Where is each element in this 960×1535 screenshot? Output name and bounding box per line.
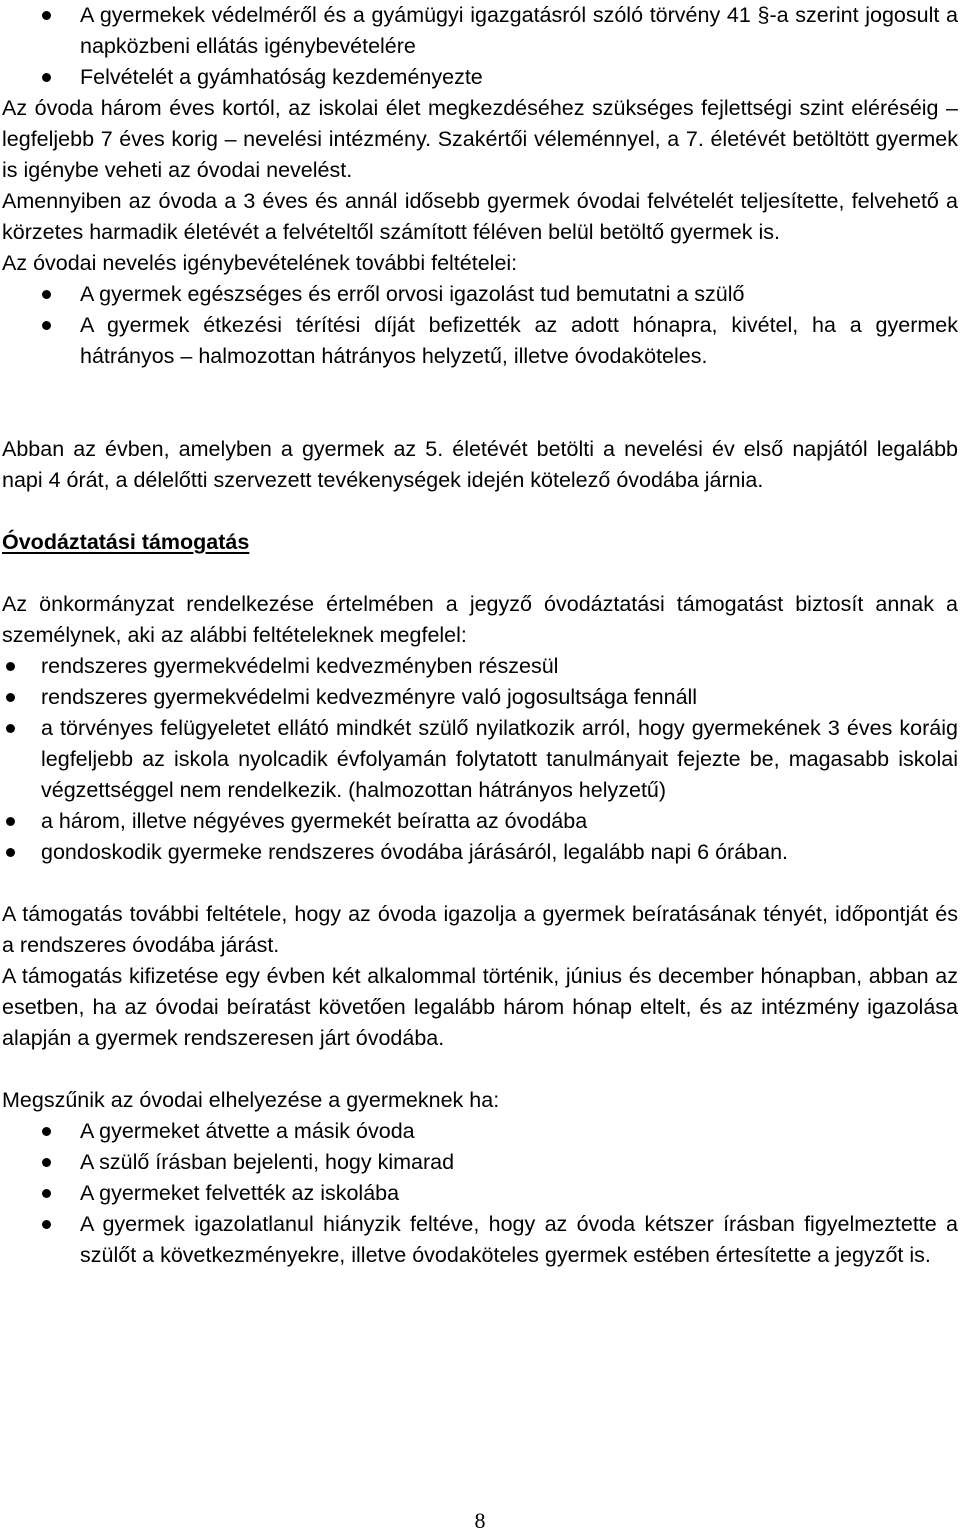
list-item: A gyermeket felvették az iskolába [2,1178,958,1209]
conditions-list [2,279,958,372]
list-item: A gyermeket átvette a másik óvoda [2,1116,958,1147]
paragraph-support-condition: A támogatás további feltétele, hogy az óvoda igazolja a gyermek beíratásának tényét, időpontját és a rendszeres óvodába járást. [2,902,958,957]
document-page [2,0,958,1271]
list-item: A gyermek igazolatlanul hiányzik feltéve, hogy az óvoda kétszer írásban figyelmeztette a szülőt a következményekre, illetve óvodaköteles gyermek estében értesítette a jegyzőt is. [2,1209,958,1271]
paragraph-support-intro: Az önkormányzat rendelkezése értelmében a jegyző óvodáztatási támogatást biztosít annak a személynek, aki az alábbi feltételeknek megfelel: [2,592,958,647]
paragraph-admission: Amennyiben az óvoda a 3 éves és annál idősebb gyermek óvodai felvételét teljesítette, felvehető a körzetes harmadik életévét a felvételtől számított féléven belül betöltő gyermek is. [2,189,958,244]
paragraph-ovoda-age: Az óvoda három éves kortól, az iskolai élet megkezdéséhez szükséges fejlettségi szint eléréséig – legfeljebb 7 éves korig – nevelési intézmény. Szakértői véleménnyel, a 7. életévét betöltött gyermek is igénybe veheti az óvodai nevelést. [2,96,958,182]
section-heading: Óvodáztatási támogatás [2,530,250,554]
list-item: gondoskodik gyermeke rendszeres óvodába járásáról, legalább napi 6 órában. [2,837,958,868]
page-number: 8 [474,1508,486,1533]
eligibility-list [2,0,958,93]
list-item: a törvényes felügyeletet ellátó mindkét szülő nyilatkozik arról, hogy gyermekének 3 éves koráig legfeljebb az iskola nyolcadik évfolyamán folytatott tanulmányait fejezte be, magasabb iskolai végzettséggel nem rendelkezik. (halmozottan hátrányos helyzetű) [2,713,958,806]
paragraph-termination-intro: Megszűnik az óvodai elhelyezése a gyermeknek ha: [2,1088,500,1112]
list-item: rendszeres gyermekvédelmi kedvezményben részesül [2,651,958,682]
paragraph-support-payment: A támogatás kifizetése egy évben két alkalommal történik, június és december hónapban, abban az esetben, ha az óvodai beíratást követően legalább három hónap eltelt, és az intézmény igazolása alapján a gyermek rendszeresen járt óvodába. [2,964,958,1050]
list-item: A gyermek egészséges és erről orvosi igazolást tud bemutatni a szülő [2,279,958,310]
termination-list [2,1116,958,1271]
list-item: A gyermek étkezési térítési díját befizették az adott hónapra, kivétel, ha a gyermek hátrányos – halmozottan hátrányos helyzetű, illetve óvodaköteles. [2,310,958,372]
support-conditions-list [2,651,958,868]
list-item: A szülő írásban bejelenti, hogy kimarad [2,1147,958,1178]
paragraph-conditions-intro: Az óvodai nevelés igénybevételének további feltételei: [2,251,518,275]
paragraph-compulsory: Abban az évben, amelyben a gyermek az 5. életévét betölti a nevelési év első napjától legalább napi 4 órát, a délelőtti szervezett tevékenységek idején kötelező óvodába járnia. [2,437,958,492]
list-item: Felvételét a gyámhatóság kezdeményezte [2,62,958,93]
list-item: a három, illetve négyéves gyermekét beíratta az óvodába [2,806,958,837]
list-item: rendszeres gyermekvédelmi kedvezményre való jogosultsága fennáll [2,682,958,713]
list-item: A gyermekek védelméről és a gyámügyi igazgatásról szóló törvény 41 §-a szerint jogosult a napközbeni ellátás igénybevételére [2,0,958,62]
